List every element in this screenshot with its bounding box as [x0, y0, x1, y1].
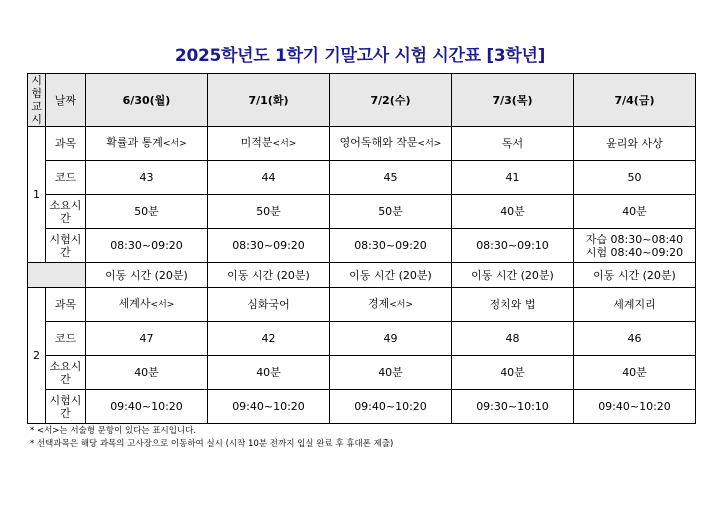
code-cell: 49 — [330, 322, 452, 356]
subject-cell — [208, 288, 330, 322]
page-title: 2025학년도 1학기 기말고사 시험 시간표 [3학년] — [174, 46, 546, 66]
duration-cell: 40분 — [208, 356, 330, 390]
essay-tag: <서> — [417, 139, 442, 149]
subject-cell — [86, 127, 208, 161]
self-study-time: 자습 08:30~08:40 — [585, 232, 684, 246]
time-cell: 08:30~09:20 — [330, 229, 452, 263]
footnotes — [30, 425, 393, 451]
day-header-fri: 7/4(금) — [574, 74, 696, 127]
code-cell: 45 — [330, 161, 452, 195]
period-header-text: 시험 교시 — [31, 74, 42, 126]
period1-number: 1 — [28, 127, 46, 263]
subject-name: 정치와 법 — [489, 298, 536, 311]
code-cell: 46 — [574, 322, 696, 356]
exam-schedule-table — [27, 73, 696, 424]
period2-number: 2 — [28, 288, 46, 424]
duration-cell: 40분 — [452, 195, 574, 229]
period2-subject-row — [28, 288, 696, 322]
subject-name: 세계사 — [118, 297, 151, 310]
duration-label: 소요시간 — [46, 195, 86, 229]
subject-name: 세계지리 — [613, 298, 656, 311]
time-cell: 09:40~10:20 — [86, 390, 208, 424]
subject-cell — [452, 288, 574, 322]
move-time-cell: 이동 시간 (20분) — [574, 263, 696, 288]
period1-time-row — [28, 229, 696, 263]
subject-name: 윤리와 사상 — [606, 137, 663, 150]
essay-tag: <서> — [389, 300, 414, 310]
code-cell: 43 — [86, 161, 208, 195]
time-cell: 09:40~10:20 — [208, 390, 330, 424]
subject-cell — [86, 288, 208, 322]
duration-label: 소요시간 — [46, 356, 86, 390]
header-row — [28, 74, 696, 127]
subject-cell — [574, 288, 696, 322]
code-label: 코드 — [46, 161, 86, 195]
code-cell: 44 — [208, 161, 330, 195]
time-label: 시험시간 — [46, 229, 86, 263]
time-cell-split — [574, 229, 696, 263]
code-cell: 47 — [86, 322, 208, 356]
duration-cell: 40분 — [452, 356, 574, 390]
code-cell: 41 — [452, 161, 574, 195]
duration-cell: 50분 — [86, 195, 208, 229]
code-cell: 42 — [208, 322, 330, 356]
duration-cell: 40분 — [86, 356, 208, 390]
subject-name: 미적분 — [240, 136, 273, 149]
date-header: 날짜 — [46, 74, 86, 127]
code-label: 코드 — [46, 322, 86, 356]
time-cell: 08:30~09:20 — [208, 229, 330, 263]
subject-cell — [574, 127, 696, 161]
subject-cell — [452, 127, 574, 161]
period1-duration-row — [28, 195, 696, 229]
move-time-cell: 이동 시간 (20분) — [330, 263, 452, 288]
period2-code-row — [28, 322, 696, 356]
period2-duration-row — [28, 356, 696, 390]
subject-name: 경제 — [367, 297, 390, 310]
period-header — [28, 74, 46, 127]
footnote-elective: * 선택과목은 해당 과목의 고사장으로 이동하여 실시 (시작 10분 전까지 입실 완료 후 휴대폰 제출) — [30, 439, 394, 449]
day-header-thu: 7/3(목) — [452, 74, 574, 127]
duration-cell: 40분 — [330, 356, 452, 390]
time-cell: 09:40~10:20 — [330, 390, 452, 424]
period1-subject-row — [28, 127, 696, 161]
subject-cell — [330, 288, 452, 322]
code-cell: 48 — [452, 322, 574, 356]
period1-code-row — [28, 161, 696, 195]
move-time-row — [28, 263, 696, 288]
subject-label: 과목 — [46, 288, 86, 322]
period2-time-row — [28, 390, 696, 424]
duration-cell: 50분 — [208, 195, 330, 229]
day-header-wed: 7/2(수) — [330, 74, 452, 127]
move-time-cell: 이동 시간 (20분) — [452, 263, 574, 288]
subject-name: 독서 — [501, 137, 524, 150]
time-label: 시험시간 — [46, 390, 86, 424]
time-cell: 09:30~10:10 — [452, 390, 574, 424]
day-header-mon: 6/30(월) — [86, 74, 208, 127]
essay-tag: <서> — [162, 139, 187, 149]
essay-tag: <서> — [150, 300, 175, 310]
exam-time: 시험 08:40~09:20 — [585, 245, 684, 259]
move-time-cell: 이동 시간 (20분) — [86, 263, 208, 288]
move-time-blank — [28, 263, 86, 288]
time-cell: 08:30~09:10 — [452, 229, 574, 263]
subject-label: 과목 — [46, 127, 86, 161]
time-cell: 08:30~09:20 — [86, 229, 208, 263]
duration-cell: 40분 — [574, 195, 696, 229]
day-header-tue: 7/1(화) — [208, 74, 330, 127]
move-time-cell: 이동 시간 (20분) — [208, 263, 330, 288]
footnote-essay: * <서>는 서술형 문항이 있다는 표시입니다. — [30, 426, 197, 436]
essay-tag: <서> — [272, 139, 297, 149]
subject-cell — [208, 127, 330, 161]
subject-name: 심화국어 — [247, 298, 290, 311]
duration-cell: 40분 — [574, 356, 696, 390]
code-cell: 50 — [574, 161, 696, 195]
time-cell: 09:40~10:20 — [574, 390, 696, 424]
subject-name: 확률과 통계 — [106, 136, 163, 149]
subject-cell — [330, 127, 452, 161]
duration-cell: 50분 — [330, 195, 452, 229]
subject-name: 영어독해와 작문 — [339, 136, 418, 149]
